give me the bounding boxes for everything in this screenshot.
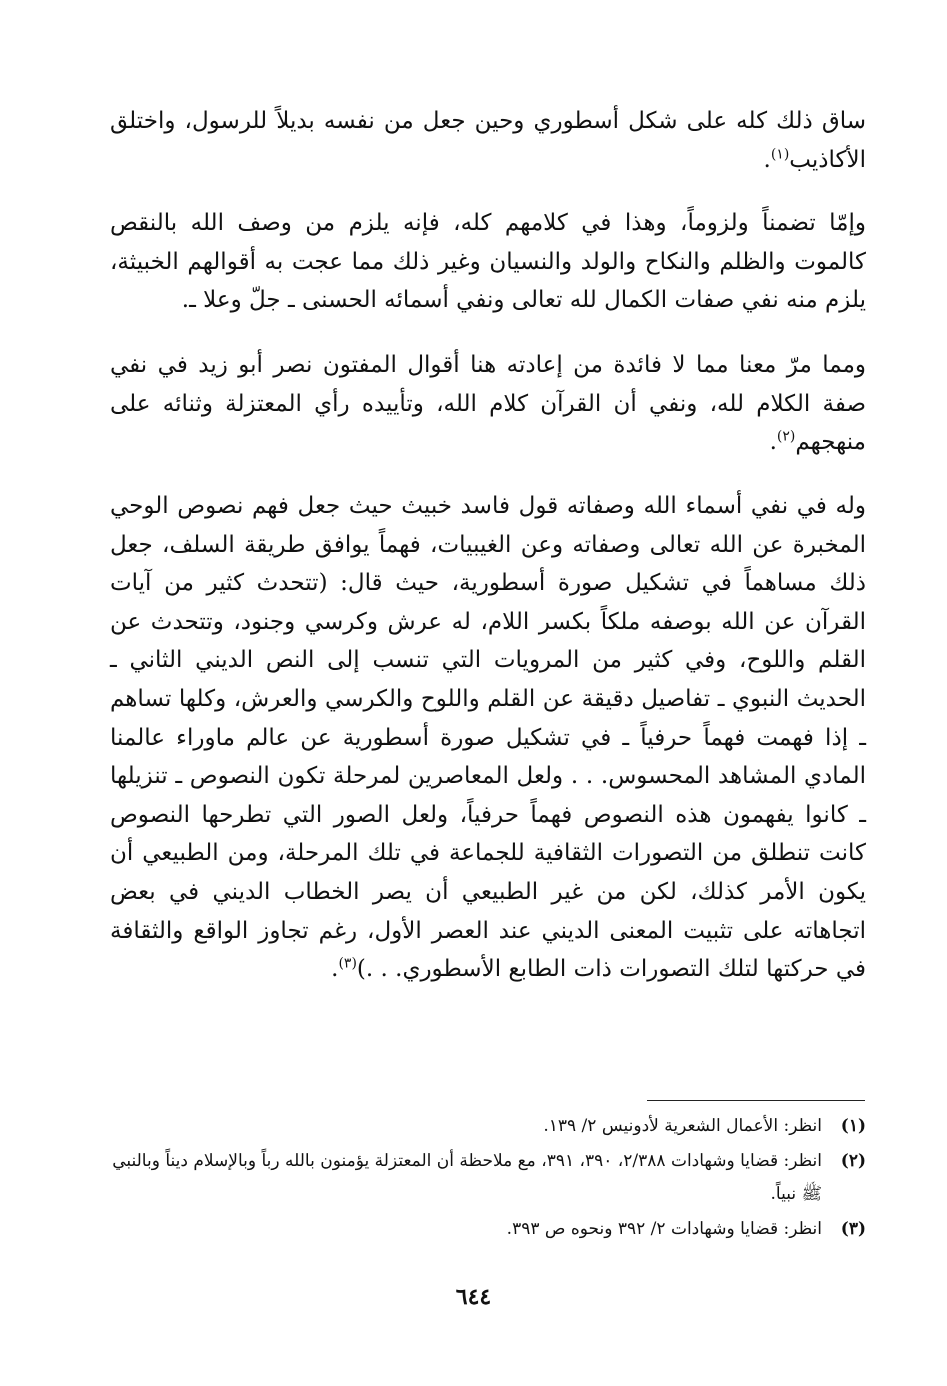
page-number: ٦٤٤	[455, 1284, 492, 1310]
footnote-ref-2: (٢)	[776, 428, 796, 445]
paragraph-4-text: وله في نفي أسماء الله وصفاته قول فاسد خبيث حيث جعل فهم نصوص الوحي المخبرة عن الله تعالى وصفاته وعن الغيبيات، فهماً يوافق طريقة السلف، جعل ذلك مساهماً في تشكيل صورة أسطورية، حيث قال: (تتحدث كثير من آيات القرآن عن الله بوصفه ملكاً بكسر اللام، له عرش وكرسي وجنود، وتتحدث عن القلم واللوح، وفي كثير من المرويات التي تنسب إلى النص الديني الثاني ـ الحديث النبوي ـ تفاصيل دقيقة عن القلم واللوح والكرسي والعرش، وكلها تساهم ـ إذا فهمت فهماً حرفياً ـ في تشكيل صورة أسطورية عن عالم ماوراء عالمنا المادي المشاهد المحسوس. . . ولعل المعاصرين لمرحلة تكون النصوص ـ تنزيلها ـ كانوا يفهمون هذه النصوص فهماً حرفياً، ولعل الصور التي تطرحها النصوص كانت تنطلق من التصورات الثقافية للجماعة في تلك المرحلة، ومن الطبيعي أن يكون الأمر كذلك، لكن من غير الطبيعي أن يصر الخطاب الديني في بعض اتجاهاته على تثبيت المعنى الديني عند العصر الأول، رغم تجاوز الواقع والثقافة في حركتها لتلك التصورات ذات الطابع الأسطوري. . .)	[110, 493, 866, 983]
paragraph-3-tail: .	[769, 429, 777, 456]
paragraph-4-tail: .	[331, 956, 339, 983]
footnote-2-text: انظر: قضايا وشهادات ٢/٣٨٨، ٣٩٠، ٣٩١، مع ملاحظة أن المعتزلة يؤمنون بالله رباً وبالإسلام ديناً وبالنبي ﷺ نبياً.	[112, 1151, 822, 1204]
paragraph-3-text: ومما مرّ معنا مما لا فائدة من إعادته هنا أقوال المفتون نصر أبو زيد في نفي صفة الكلام لله، ونفي أن القرآن كلام الله، وتأييده رأي المعتزلة وثنائه على منهجهم	[110, 352, 866, 456]
footnote-2	[110, 1145, 866, 1211]
footnotes	[110, 1110, 866, 1248]
footnote-3	[110, 1213, 866, 1246]
footnote-ref-1: (١)	[770, 145, 790, 162]
paragraph-1-text: ساق ذلك كله على شكل أسطوري وحين جعل من نفسه بديلاً للرسول، واختلق الأكاذيب	[110, 108, 866, 173]
footnote-ref-3: (٣)	[338, 955, 357, 972]
footnote-separator	[647, 1100, 865, 1101]
paragraph-1	[110, 102, 866, 179]
paragraph-1-tail: .	[763, 146, 771, 173]
paragraph-2-text: وإمّا تضمناً ولزوماً، وهذا في كلامهم كله، فإنه يلزم من وصف الله بالنقص كالموت والظلم والنكاح والولد والنسيان وغير ذلك مما عجت به أقوالهم الخبيثة، يلزم منه نفي صفات الكمال لله تعالى ونفي أسمائه الحسنى ـ جلّ وعلا ـ.	[110, 210, 866, 314]
paragraph-4	[110, 487, 866, 989]
scan-speck	[888, 1083, 902, 1085]
footnote-1-text: انظر: الأعمال الشعرية لأدونيس ٢/ ١٣٩.	[543, 1116, 822, 1136]
footnote-3-number: (٣)	[840, 1219, 866, 1239]
footnote-2-number: (٢)	[840, 1151, 866, 1171]
footnote-1-number: (١)	[840, 1116, 866, 1136]
paragraph-2	[110, 204, 866, 320]
paragraph-3	[110, 346, 866, 462]
footnote-3-text: انظر: قضايا وشهادات ٢/ ٣٩٢ ونحوه ص ٣٩٣.	[506, 1219, 822, 1239]
footnote-1	[110, 1110, 866, 1143]
